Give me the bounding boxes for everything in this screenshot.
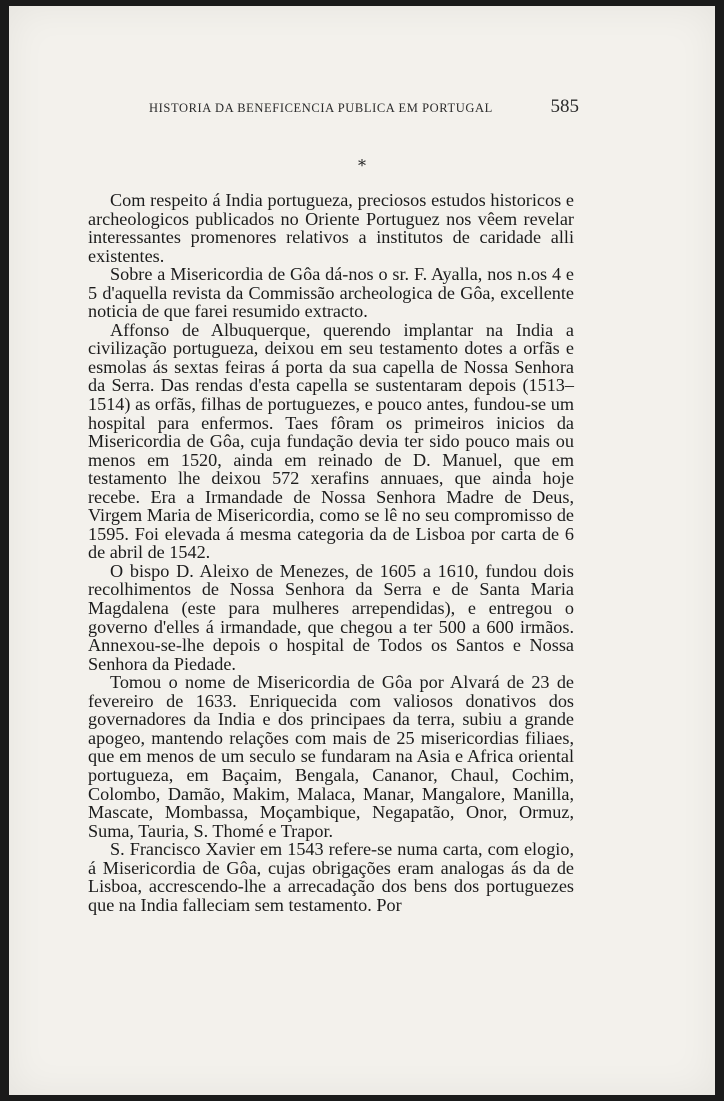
paragraph: Com respeito á India portugueza, preciosos estudos historicos e archeologicos publicados no Oriente Portuguez nos vêem revelar interessantes promenores relativos a institutos de caridade alli existentes. bbox=[88, 190, 574, 266]
running-title: HISTORIA DA BENEFICENCIA PUBLICA EM PORTUGAL bbox=[149, 101, 493, 115]
paragraph: Affonso de Albuquerque, querendo implantar na India a civilização portugueza, deixou em seu testamento dotes a orfãs e esmolas ás sextas feiras á porta da sua capella de Nossa Senhora da Serra. Das rendas d'esta capella se sustentaram depois (1513–1514) as orfãs, filhas de portuguezes, e pouco antes, fundou-se um hospital para enfermos. Taes fôram os primeiros inicios da Misericordia de Gôa, cuja fundação devia ter sido pouco mais ou menos em 1520, ainda em reinado de D. Manuel, que em testamento lhe deixou 572 xerafins annuaes, que ainda hoje recebe. Era a Irmandade de Nossa Senhora Madre de Deus, Virgem Maria de Misericordia, como se lê no seu compromisso de 1595. Foi elevada á mesma categoria da de Lisboa por carta de 6 de abril de 1542. bbox=[88, 319, 574, 563]
page-header bbox=[149, 96, 579, 118]
paragraph: Sobre a Misericordia de Gôa dá-nos o sr. F. Ayalla, nos n.os 4 e 5 d'aquella revista da Commissão archeologica de Gôa, excellente noticia de que farei resumido extracto. bbox=[88, 264, 574, 322]
page-number: 585 bbox=[550, 96, 579, 117]
body-text bbox=[88, 191, 574, 914]
book-page bbox=[9, 6, 715, 1095]
paragraph: S. Francisco Xavier em 1543 refere-se numa carta, com elogio, á Misericordia de Gôa, cujas obrigações eram analogas ás da de Lisboa, accrescendo-lhe a arrecadação dos bens dos portuguezes que na India falleciam sem testamento. Por bbox=[88, 839, 574, 915]
section-separator-asterisk: * bbox=[358, 156, 366, 175]
paragraph: O bispo D. Aleixo de Menezes, de 1605 a 1610, fundou dois recolhimentos de Nossa Senhora da Serra e de Santa Maria Magdalena (este para mulheres arrependidas), e entregou o governo d'elles á irmandade, que chegou a ter 500 a 600 irmãos. Annexou-se-lhe depois o hospital de Todos os Santos e Nossa Senhora da Piedade. bbox=[88, 560, 574, 674]
paragraph: Tomou o nome de Misericordia de Gôa por Alvará de 23 de fevereiro de 1633. Enriquecida com valiosos donativos dos governadores da India e dos principaes da terra, subiu a grande apogeo, mantendo relações com mais de 25 misericordias filiaes, que em menos de um seculo se fundaram na Asia e Africa oriental portugueza, em Baçaim, Bengala, Cananor, Chaul, Cochim, Colombo, Damão, Makim, Malaca, Manar, Mangalore, Manilla, Mascate, Mombassa, Moçambique, Negapatão, Onor, Ormuz, Suma, Tauria, S. Thomé e Trapor. bbox=[88, 672, 574, 841]
